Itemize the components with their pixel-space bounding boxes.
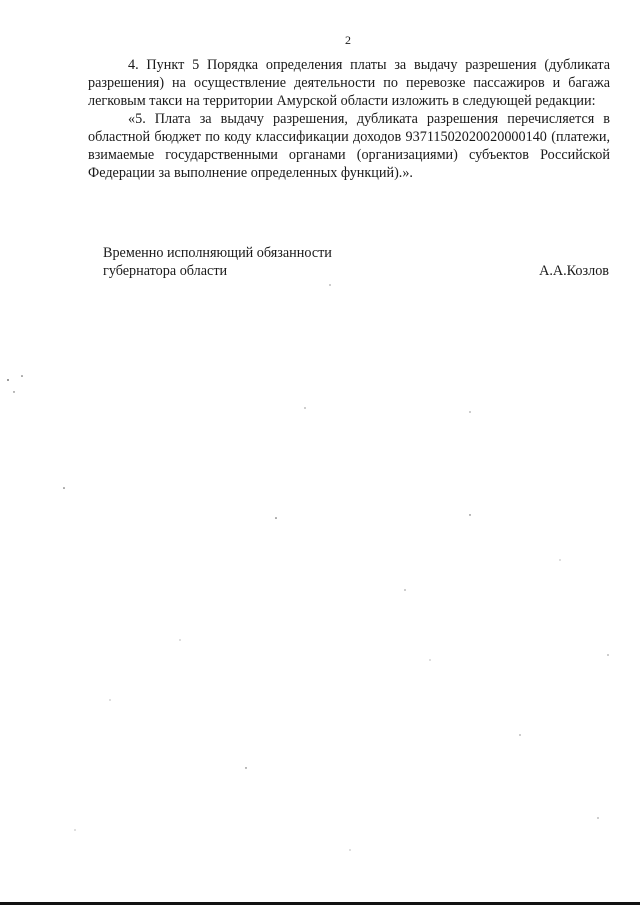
document-body xyxy=(88,56,610,182)
signature-block xyxy=(103,244,609,280)
signatory-position xyxy=(103,244,609,280)
signatory-position-line-1: Временно исполняющий обязанности xyxy=(103,245,332,261)
page-number: 2 xyxy=(345,33,351,47)
signatory-name: А.А.Козлов xyxy=(539,263,609,279)
quoted-clause-paragraph: «5. Плата за выдачу разрешения, дубликата разрешения перечисляется в областной бюджет по коду классификации доходов 93711502020020000140 (платежи, взимаемые государственными органами (организациями) субъектов Российской Федерации за выполнение определенных функций).». xyxy=(88,111,610,181)
signatory-position-line-2: губернатора области xyxy=(103,263,228,279)
amendment-paragraph: 4. Пункт 5 Порядка определения платы за выдачу разрешения (дубликата разрешения) на осуществление деятельности по перевозке пассажиров и багажа легковым такси на территории Амурской области изложить в следующей редакции: xyxy=(88,57,610,109)
